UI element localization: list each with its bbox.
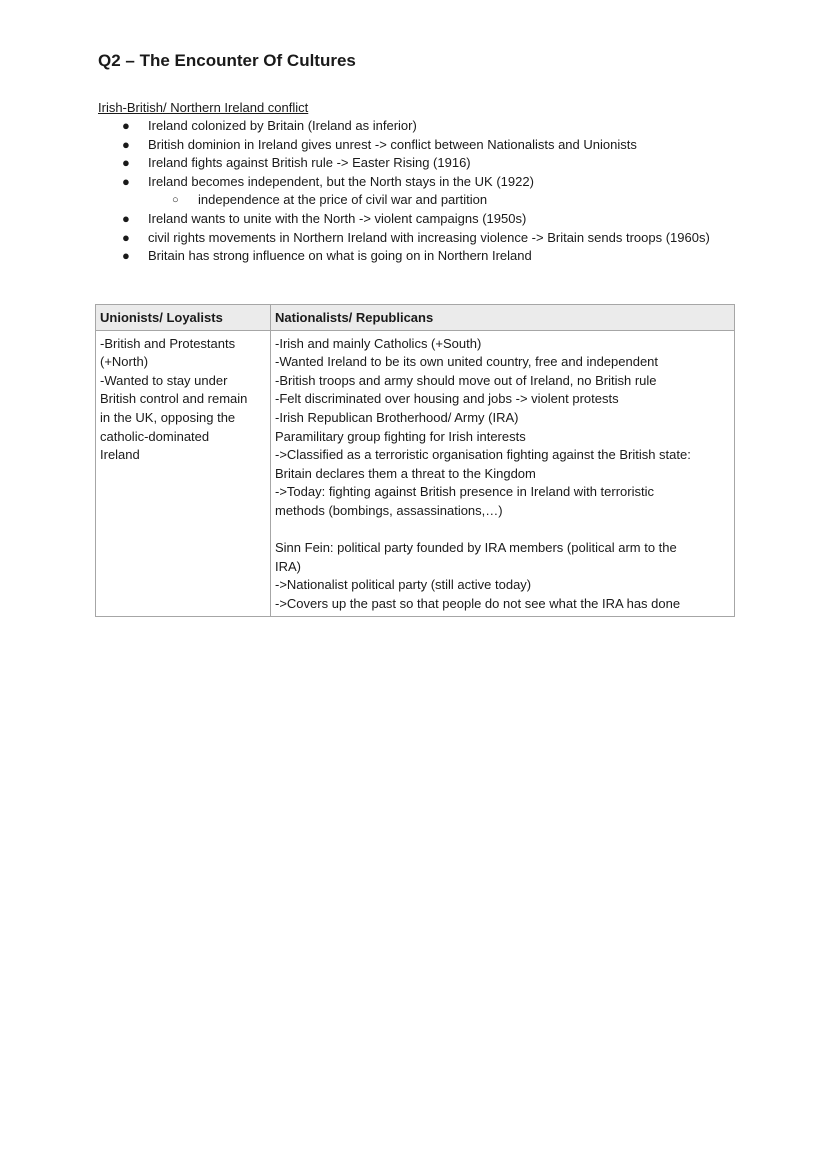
bullet-icon: ● (122, 210, 130, 226)
bullet-icon: ● (122, 248, 130, 264)
list-item: ● British dominion in Ireland gives unrest -> conflict between Nationalists and Unionists (98, 136, 738, 155)
table-row (96, 330, 735, 616)
bullet-icon: ● (122, 155, 130, 171)
circle-bullet-icon: ○ (172, 194, 179, 207)
bullet-icon: ● (122, 173, 130, 189)
header-unionists: Unionists/ Loyalists (96, 305, 271, 331)
cell-line: -Wanted to stay under (100, 372, 228, 388)
bullet-icon: ● (122, 118, 130, 133)
paragraph-gap (275, 521, 730, 540)
cell-line: (+North) (100, 354, 149, 370)
cell-line: -Wanted Ireland to be its own united country, free and independent (275, 354, 659, 370)
comparison-table (95, 304, 735, 617)
cell-line: ->Today: fighting against British presence in Ireland with terroristic (275, 484, 654, 500)
bullet-icon: ● (122, 136, 130, 152)
list-item: ● Ireland fights against British rule -> Easter Rising (1916) (98, 154, 738, 173)
bullet-list (98, 117, 738, 266)
bullet-icon: ● (122, 229, 130, 245)
section-heading: Irish-British/ Northern Ireland conflict (98, 100, 309, 115)
header-nationalists: Nationalists/ Republicans (271, 305, 735, 331)
cell-line: Sinn Fein: political party founded by IRA members (political arm to the (275, 540, 677, 556)
list-item: ● Ireland becomes independent, but the North stays in the UK (1922) (98, 173, 738, 192)
sub-list-item: ○ independence at the price of civil war and partition (98, 191, 738, 210)
list-item: ● Ireland wants to unite with the North -> violent campaigns (1950s) (98, 210, 738, 229)
cell-line: methods (bombings, assassinations,…) (275, 502, 503, 518)
cell-line: ->Classified as a terroristic organisation fighting against the British state: (275, 447, 691, 463)
cell-line: -British and Protestants (100, 335, 236, 351)
cell-line: British control and remain (100, 391, 248, 407)
cell-line: -Felt discriminated over housing and jobs -> violent protests (275, 391, 619, 407)
cell-line: ->Nationalist political party (still active today) (275, 577, 532, 593)
cell-line: -British troops and army should move out of Ireland, no British rule (275, 372, 657, 388)
cell-line: Britain declares them a threat to the Kingdom (275, 465, 536, 481)
list-item: ● Britain has strong influence on what is going on in Northern Ireland (98, 247, 738, 266)
list-item: ● civil rights movements in Northern Ireland with increasing violence -> Britain sends troops (1960s) (98, 229, 738, 248)
list-item: ● Ireland colonized by Britain (Ireland as inferior) (98, 117, 738, 136)
cell-line: IRA) (275, 558, 301, 574)
table-header-row (96, 305, 735, 331)
page-title: Q2 – The Encounter Of Cultures (98, 51, 356, 70)
unionists-cell (96, 330, 271, 616)
cell-line: in the UK, opposing the (100, 409, 236, 425)
cell-line: Ireland (100, 447, 140, 463)
cell-line: -Irish and mainly Catholics (+South) (275, 335, 482, 351)
nationalists-cell (271, 330, 735, 616)
cell-line: Paramilitary group fighting for Irish interests (275, 428, 526, 444)
cell-line: -Irish Republican Brotherhood/ Army (IRA) (275, 409, 519, 425)
cell-line: ->Covers up the past so that people do not see what the IRA has done (275, 595, 681, 611)
cell-line: catholic-dominated (100, 428, 210, 444)
document-page (98, 48, 738, 266)
